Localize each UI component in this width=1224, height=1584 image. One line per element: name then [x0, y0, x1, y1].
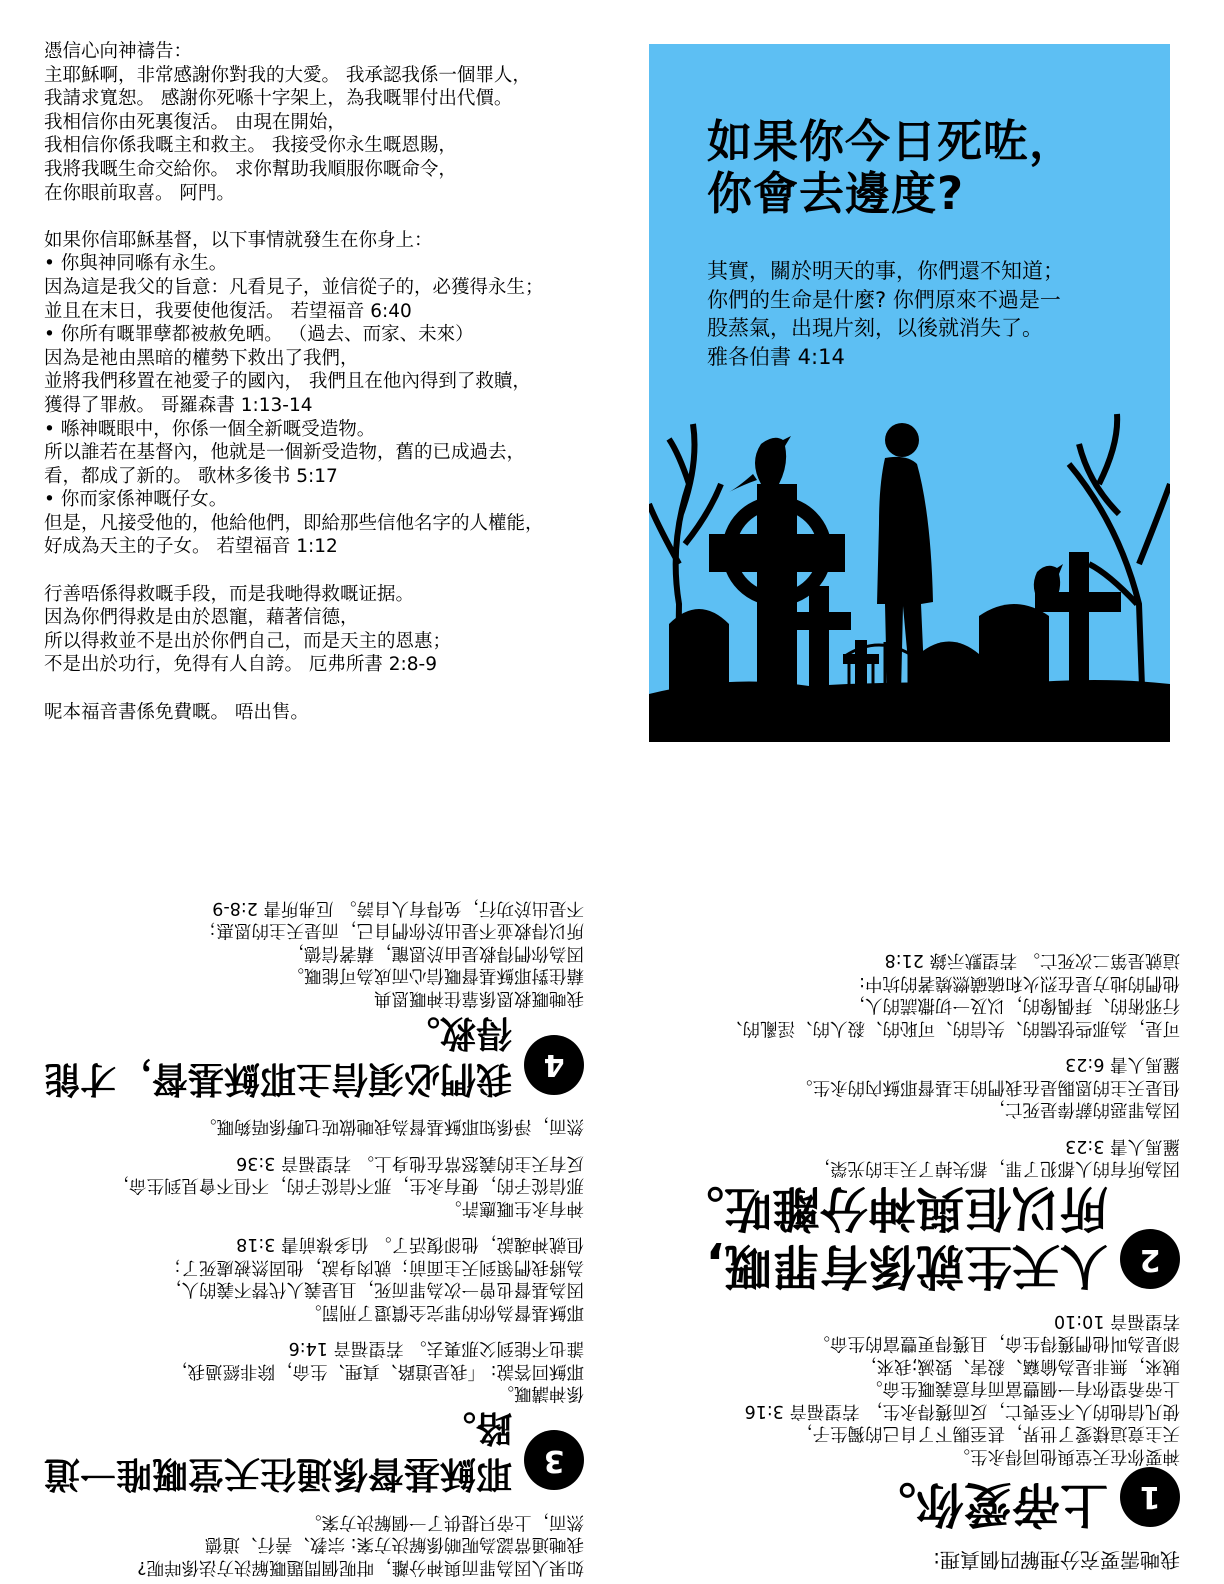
point-3-text-line: 誰也不能到父那裏去。 若望福音 14:6	[288, 1338, 584, 1359]
point-3-heading	[24, 1405, 584, 1497]
prayer-text-line: 所以得救並不是出於你們自己，而是天主的恩惠；	[44, 630, 452, 652]
point-2-title-line-1: 人天生就係有罪嘅,	[705, 1238, 1108, 1295]
prayer-text-line: 主耶穌啊，非常感謝你對我的大愛。 我承認我係一個罪人，	[44, 64, 531, 86]
blank-gap	[44, 205, 604, 229]
prayer-text-line: 在你眼前取喜。 阿門。	[44, 182, 235, 204]
prayer-text-line: 因為你們得救是由於恩寵，藉著信德，	[44, 607, 359, 629]
point-3-preamble	[24, 1511, 584, 1579]
prayer-text-line: 我請求寬恕。 感謝你死喺十字架上，為我嘅罪付出代價。	[44, 88, 513, 110]
point-3-text-line: 但就神魂說，他卻復活了。 伯多祿前書 3:18	[236, 1234, 584, 1255]
point-4-body	[24, 897, 584, 1010]
cover-page	[649, 44, 1170, 742]
point-4-title: 我們必須信主耶穌基督，才能得救。	[43, 1012, 512, 1099]
point-2-text-line: 羅馬人書 3:23	[1065, 1136, 1180, 1156]
inverted-pages	[0, 790, 1224, 1584]
point-2-text-line: 羅馬人書 6:23	[1065, 1054, 1180, 1075]
point-2-heading	[620, 1180, 1180, 1296]
point-3-preamble-line: 如果人因為罪而與神分離，咁呢個問題嘅解決方法係咩呢?	[137, 1557, 584, 1577]
blank-gap	[24, 1138, 584, 1152]
prayer-text-line: 如果你信耶穌基督，以下事情就發生在你身上：	[44, 229, 433, 251]
point-1-body	[620, 1310, 1180, 1468]
cover-verse-line: 其實，關於明天的事，你們還不知道；	[707, 259, 1064, 283]
page-points-1-2	[620, 949, 1180, 1584]
prayer-text-line: • 你而家係神嘅仔女。	[44, 489, 228, 511]
point-1-text-line: 天主竟這樣愛了世界，甚至賜下了自己的獨生子，	[795, 1423, 1180, 1444]
blank-gap	[44, 677, 604, 701]
prayer-text-line: 獲得了罪赦。 哥羅森書 1:13-14	[44, 394, 313, 416]
point-2-title	[676, 1180, 1108, 1296]
prayer-text-line: 因為這是我父的旨意：凡看見子，並信從子的，必獲得永生；	[44, 276, 544, 298]
cover-verse-line: 你們的生命是什麼? 你們原來不過是一	[707, 287, 1061, 312]
point-4-text-line: 藉住對耶穌基督嘅信心而成為可能嘅。	[286, 965, 584, 986]
point-3-text-line: 神有永生嘅應許。	[444, 1198, 584, 1218]
point-3-text-line: 那信從子的，便有永生，那不信從子的，不但不會見到生命，	[111, 1175, 584, 1196]
prayer-text-line: 並且在末日，我要使他復活。 若望福音 6:40	[44, 300, 412, 322]
point-2-number-badge: 2	[1120, 1230, 1180, 1290]
blank-gap	[24, 1219, 584, 1233]
prayer-text-line: • 你與神同喺有永生。	[44, 253, 228, 275]
blank-gap	[44, 559, 604, 583]
prayer-text-line: 不是出於功行，免得有人自誇。 厄弗所書 2:8-9	[44, 654, 437, 676]
point-3-number-badge: 3	[524, 1431, 584, 1491]
point-4-text-line: 因為你們得救是由於恩寵，藉著信德，	[286, 943, 584, 963]
prayer-text-line: 並將我們移置在祂愛子的國內， 我們且在他內得到了救贖，	[44, 371, 531, 393]
point-1-text-line: 使凡信他的人不至喪亡，反而獲得永生， 若望福音 3:16	[744, 1401, 1180, 1421]
point-4-heading	[24, 1009, 584, 1101]
point-3-title: 耶穌基督係通往天堂嘅唯一道路。	[43, 1407, 512, 1495]
blank-gap	[24, 1323, 584, 1337]
prayer-page	[44, 40, 604, 724]
blank-gap	[620, 1121, 1180, 1135]
cover-verse	[707, 257, 1064, 371]
point-2-title-line-2: 所以佢與神分離咗。	[675, 1180, 1108, 1237]
prayer-text-line: 好成為天主的子女。 若望福音 1:12	[44, 536, 338, 558]
point-3-text-line: 係神講嘅。	[496, 1383, 584, 1404]
prayer-text-line: 我將我嘅生命交給你。 求你幫助我順服你嘅命令，	[44, 158, 457, 180]
prayer-text-line: 我相信你由死裏復活。 由現在開始，	[44, 111, 346, 133]
point-2-body	[620, 949, 1180, 1180]
cover-title	[707, 116, 1075, 220]
cover-title-line-1: 如果你今日死咗，	[707, 115, 1076, 168]
point-2-text-line: 這就是第二次死亡。 若望默示錄 21:8	[884, 950, 1180, 971]
cover-verse-line: 雅各伯書 4:14	[707, 344, 845, 369]
point-3-preamble-line: 然而，上帝只提供了一個解決方案。	[304, 1512, 584, 1532]
point-1-text-line: 上帝希望你有一個豐富而有意義嘅生命。	[865, 1378, 1180, 1399]
prayer-text-line: 看，都成了新的。 歌林多後书 5:17	[44, 465, 338, 487]
point-2-text-line: 因為所有的人都犯了罪，都失掉了天主的光榮，	[812, 1158, 1180, 1179]
intro-text: 我哋需要充分理解四個真理:	[933, 1548, 1180, 1572]
point-3-text-line: 反有天主的義怒常在他身上。 若望福音 3:36	[236, 1153, 584, 1173]
prayer-text-line: 行善唔係得救嘅手段，而是我哋得救嘅证据。	[44, 583, 415, 605]
prayer-text-line: 所以誰若在基督內，他就是一個新受造物，舊的已成過去，	[44, 442, 526, 464]
point-3-text-line: 為將我們領到天主面前；就肉身說，他固然被處死了；	[164, 1257, 584, 1277]
point-1-title: 上帝愛你。	[867, 1476, 1108, 1532]
point-1-heading	[620, 1467, 1180, 1533]
point-4-text-line: 我哋嘅救恩係靠住神嘅恩典	[374, 988, 584, 1008]
point-1-text-line: 賊來，無非是為偷竊、殺害、毀滅;我來，	[859, 1356, 1180, 1376]
point-2-text-line: 因為罪惡的薪俸是死亡，	[987, 1099, 1180, 1120]
prayer-text-line: 我相信你係我嘅主和救主。 我接受你永生嘅恩賜，	[44, 135, 457, 157]
point-1-text-line: 神要你在天堂與他同得永生。	[952, 1446, 1180, 1466]
point-2-text-line: 他們的地方是在烈火和硫磺燃燒著的坑中:	[859, 973, 1180, 993]
prayer-text-line: 呢本福音書係免費嘅。 唔出售。	[44, 701, 309, 723]
point-3-body	[24, 1115, 584, 1405]
point-4-number-badge: 4	[524, 1035, 584, 1095]
point-3-preamble-line: 我哋通常認為呢啲係解決方案: 宗教、善行、道德	[205, 1534, 584, 1555]
cover-verse-line: 股蒸氣，出現片刻，以後就消失了。	[707, 316, 1043, 340]
point-3-text-line: 耶穌回答說: 「我是道路、真理、生命，除非經過我，	[170, 1361, 584, 1381]
point-3-text-line: 然而，淨係知耶穌基督為我哋做咗乜嘢係唔夠嘅。	[199, 1116, 584, 1137]
prayer-text-line: 憑信心向神禱告：	[44, 41, 193, 62]
point-4-text-line: 不是出於功行，免得有人自誇。 厄弗所書 2:8-9	[212, 898, 584, 918]
point-2-text-line: 可是，為那些怯懦的、失信的、可恥的、殺人的、淫亂的、	[725, 1018, 1180, 1038]
prayer-text-line: 因為是祂由黑暗的權勢下救出了我們，	[44, 347, 359, 369]
prayer-text-line: 但是，凡接受他的，他給他們，即給那些信他名字的人權能，	[44, 512, 544, 534]
point-1-text-line: 若望福音 10:10	[1054, 1311, 1180, 1331]
cover-title-line-2: 你會去邊度?	[707, 167, 965, 220]
point-1-number-badge: 1	[1120, 1467, 1180, 1527]
point-2-text-line: 但是天主的恩賜是在我們的主基督耶穌內的永生。	[795, 1077, 1180, 1097]
page-points-3-4	[24, 897, 584, 1584]
point-4-text-line: 所以得救並不是出於你們自己，而是天主的恩惠；	[199, 920, 584, 941]
prayer-text-line: • 你所有嘅罪孽都被赦免晒。 （過去、而家、未來）	[44, 324, 474, 346]
point-2-text-line: 行邪術的、拜偶像的，以及一切撒謊的人，	[847, 995, 1180, 1016]
point-1-text-line: 卻是為叫他們獲得生命，且獲得更豐富的生命。	[812, 1333, 1180, 1354]
blank-gap	[620, 1039, 1180, 1053]
prayer-text-line: • 喺神嘅眼中，你係一個全新嘅受造物。	[44, 418, 376, 440]
point-3-text-line: 因為基督也曾一次為罪而死，且是義人代替不義的人，	[164, 1279, 584, 1300]
point-3-text-line: 耶穌基督為你的罪完全償還了刑罰。	[304, 1302, 584, 1322]
